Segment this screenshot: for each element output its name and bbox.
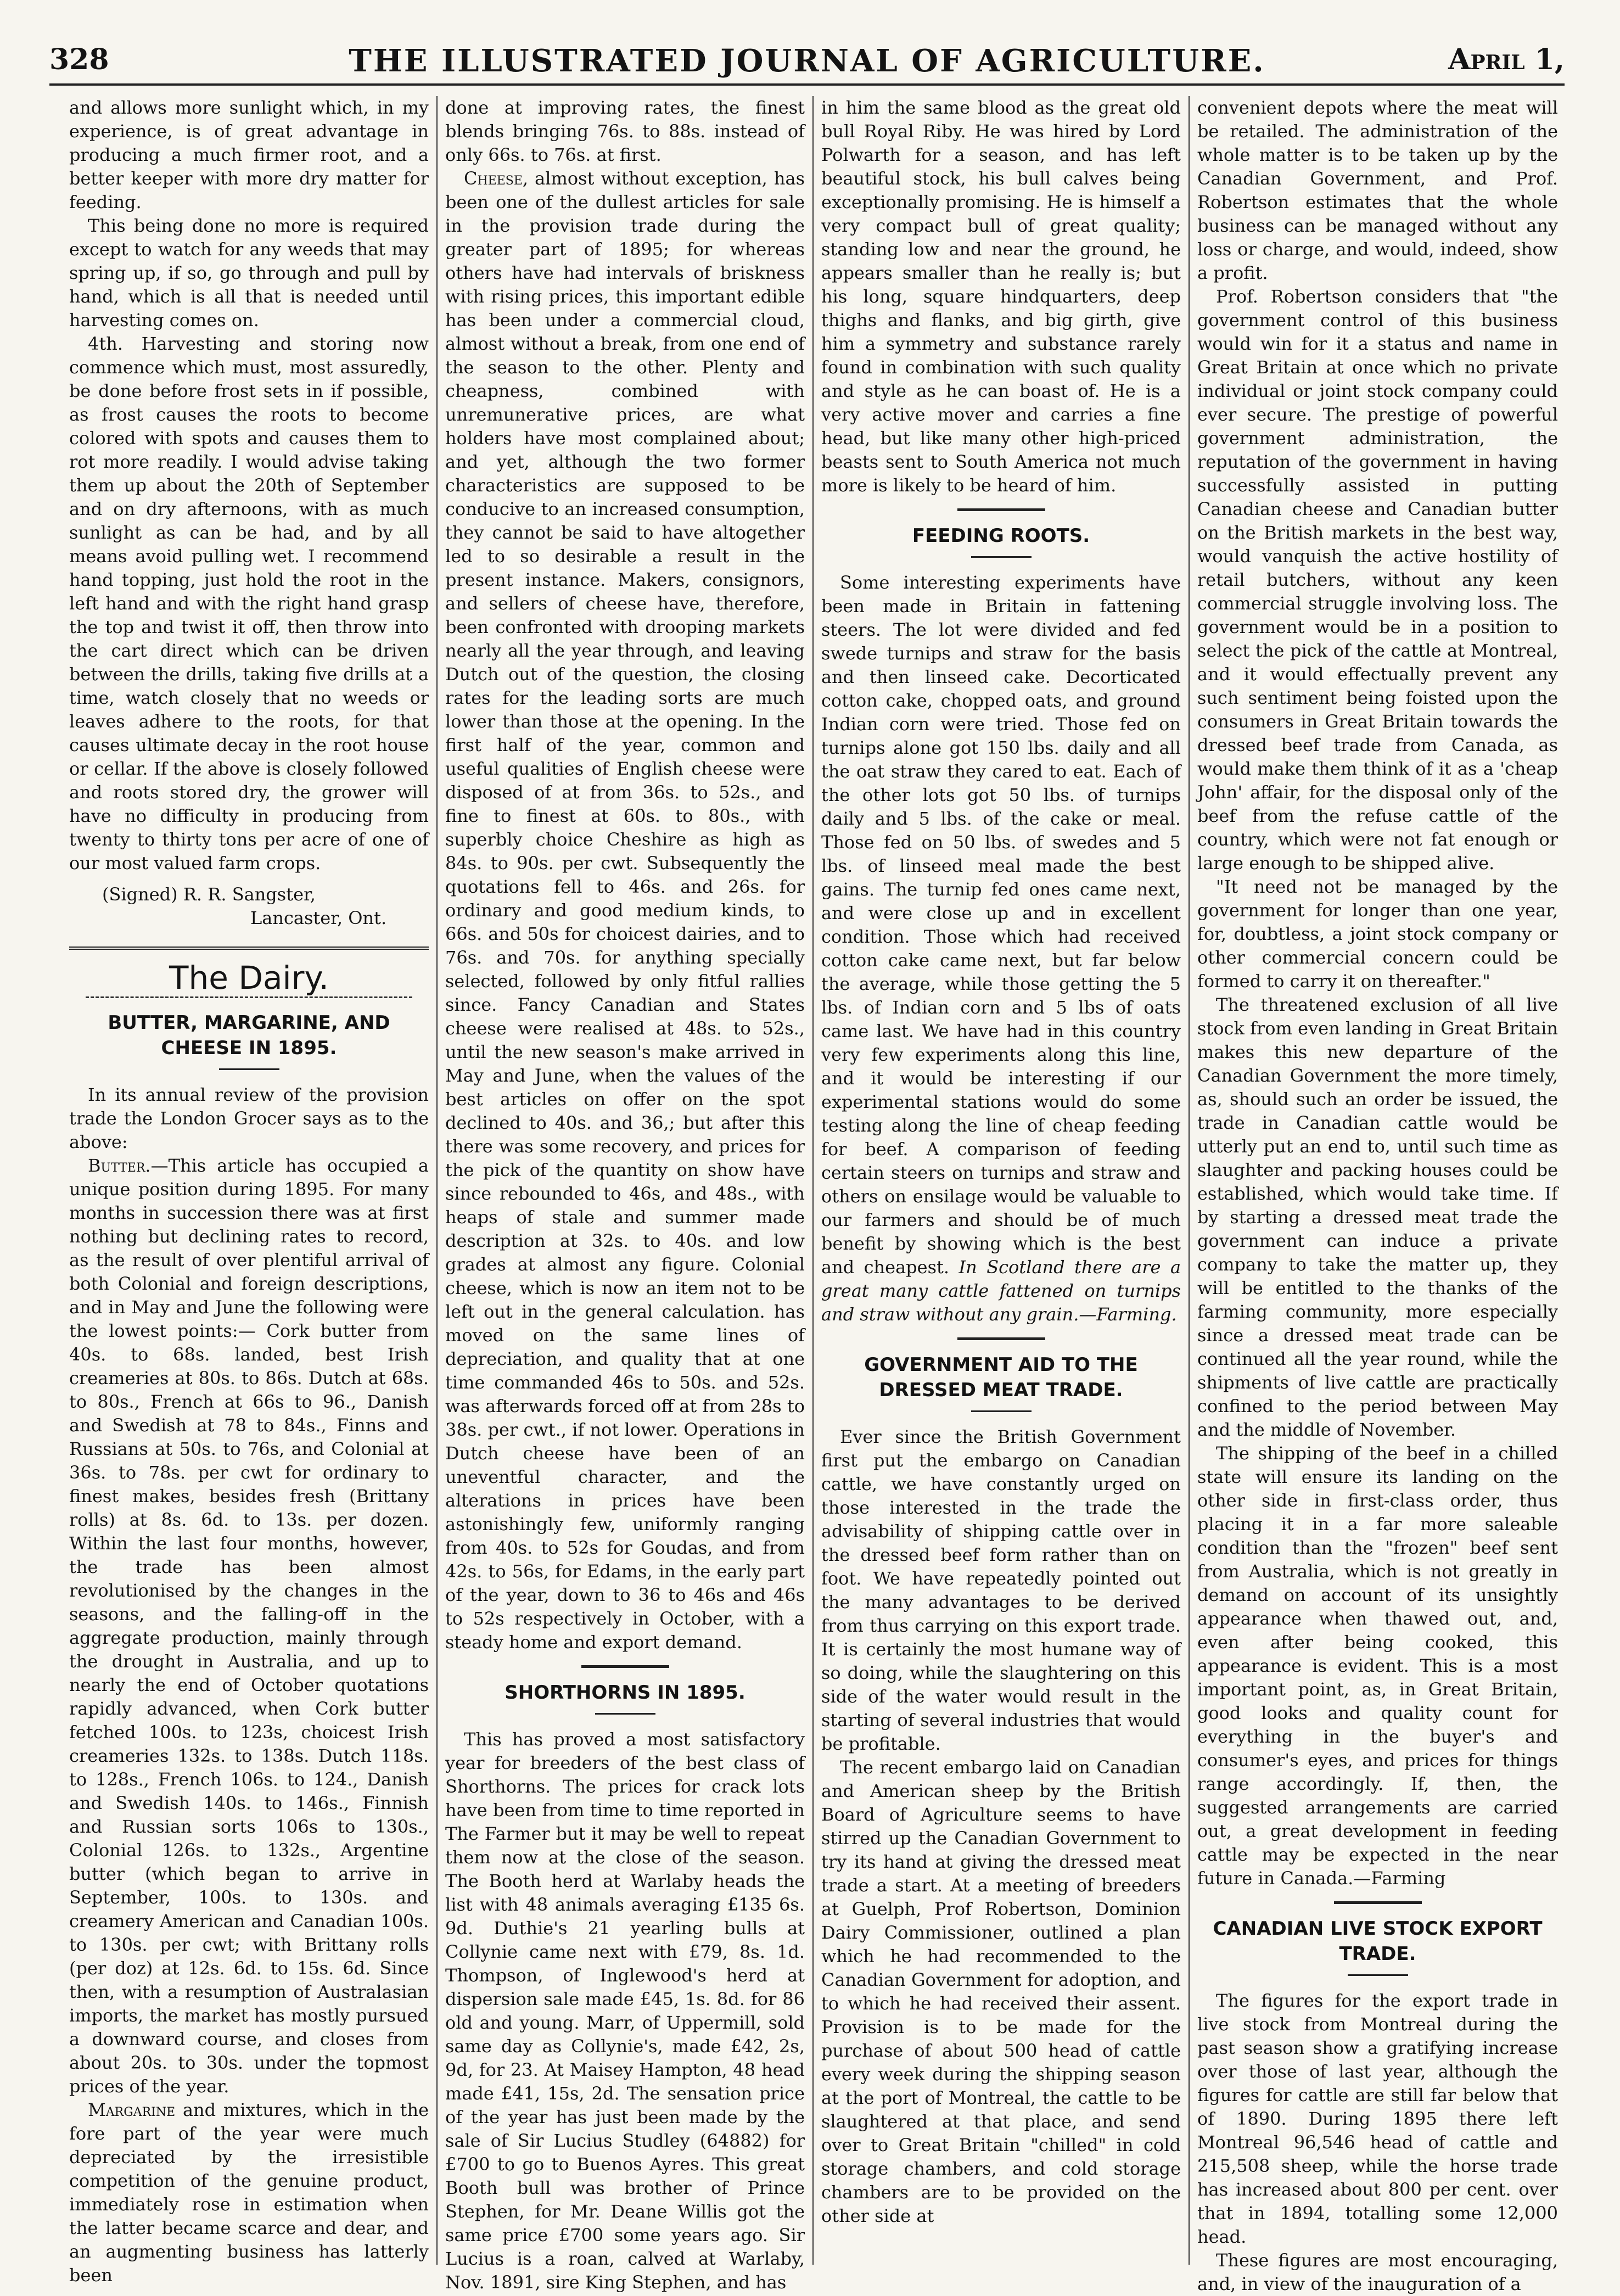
section-divider (957, 508, 1045, 511)
paragraph: This being done no more is required except to watch for any weeds that may spring up, if so, go through and pull by hand, which is all that is needed until harvesting comes on. (69, 215, 429, 331)
title-rule (971, 1410, 1032, 1412)
paragraph: Ever since the British Government first put the embargo on Canadian cattle, we have constantly urged on those interested in the trade the advisability of shipping cattle over in the dressed beef form rather than on foot. We have repeatedly pointed out the many advantages to be derived from thus carrying on this export trade. It is certainly the most humane way of so doing, while the slaughtering on this side of the water would result in the starting of several industries that would be profitable. (821, 1426, 1181, 1754)
lead-word: Butter. (88, 1155, 151, 1176)
signature-place: Lancaster, Ont. (250, 908, 387, 928)
title-rule (1348, 1974, 1408, 1976)
section-divider (581, 1665, 669, 1668)
page-number: 328 (49, 43, 109, 76)
paragraph: and allows more sunlight which, in my experience, is of great advantage in producing a much firmer root, and a better keeper with more dry matter for feeding. (69, 97, 429, 212)
paragraph-text: —This article has occupied a unique position during 1895. For many months in succession there was at first nothing but declining rates to record, as the result of over plentiful arrival of both Colonial and foreign descriptions, and in May and June the following were the lowest points:— Cork butter from 40s. to 68s. landed, best Irish creameries at 80s. to 86s. Dutch at 68s. to 80s., French at 66s to 96., Danish and Swedish at 78 to 84s., Finns and Russians at 50s. to 76s, and Colonial at 36s. to 78s. per cwt for ordinary to finest makes, besides fresh (Brittany rolls) at 8s. 6d. to 13s. per dozen. Within the last four months, however, the trade has been almost revolutionised by the changes in the seasons, and the falling-off in the aggregate production, mainly through the drought in Australia, and up to nearly the end of October quotations rapidly advanced, when Cork butter fetched 100s. to 123s, choicest Irish creameries 132s. to 138s. Dutch 118s. to 128s., French 106s. to 124., Danish and Swedish 140s. to 146s., Finnish and Russian sorts 106s to 130s., Colonial 126s. to 132s., Argentine butter (which began to arrive in September, 100s. to 130s. and creamery American and Canadian 100s. to 130s. per cwt; with Brittany rolls (per doz) at 12s. 6d. to 15s. 6d. Since then, with a resumption of Australasian imports, the market has mostly pursued a downward course, and closes from about 20s. to 30s. under the topmost prices of the year. (69, 1155, 429, 2097)
lead-word: Margarine (88, 2099, 176, 2120)
paragraph: The shipping of the beef in a chilled state will ensure its landing on the other side in first-class order, thus placing it in a far more saleable condition than the "frozen" beef sent from Australia, which is not greatly in demand on account of its unsightly appearance when thawed out, and, even after being cooked, this appearance is evident. This is a most important point, as, in Great Britain, good looks and quality count for everything in the buyer's and consumer's eyes, and prices for things range accordingly. If, then, the suggested arrangements are carried out, a great development in feeding cattle may be expected in the near future in Canada.—Farming (1197, 1443, 1558, 1889)
italic-text: In Scotland there are a great many cattle fattened on turnips and straw without any grain.—Farming. (821, 1257, 1181, 1325)
column-4 (1190, 96, 1566, 2294)
text-columns (61, 96, 1566, 2294)
paragraph (69, 1154, 429, 2098)
paragraph: In its annual review of the provision trade the London Grocer says as to the above: (69, 1084, 429, 1152)
section-title: The Dairy. (169, 959, 329, 996)
journal-title: THE ILLUSTRATED JOURNAL OF AGRICULTURE. (349, 43, 1265, 79)
title-rule (595, 1713, 655, 1715)
column-2 (438, 96, 814, 2293)
article-title: GOVERNMENT AID TO THE DRESSED MEAT TRADE. (864, 1354, 1138, 1401)
dashed-divider (86, 996, 412, 998)
paragraph: These figures are most encouraging, and, in view of the inauguration of a (1197, 2250, 1558, 2294)
column-3 (814, 96, 1190, 2265)
paragraph: 4th. Harvesting and storing now commence which must, most assuredly, be done before frost sets in if possible, as frost causes the roots to become colored with spots and causes them to rot more readily. I would advise taking them up about the 20th of September and on dry afternoons, with as much sunlight as can be had, and by all means avoid pulling wet. I recommend hand topping, just hold the root in the left hand and with the right hand grasp the top and twist it off, then throw into the cart direct which can be driven between the drills, taking five drills at a time, watch closely that no weeds or leaves adhere to the roots, for that causes ultimate decay in the root house or cellar. If the above is closely followed and roots stored dry, the grower will have no difficulty in producing from twenty to thirty tons per acre of one of our most valued farm crops. (69, 333, 429, 873)
paragraph: The figures for the export trade in live stock from Montreal during the past season show a gratifying increase over those of last year, although the figures for cattle are still far below that of 1890. During 1895 there left Montreal 96,546 head of cattle and 215,508 sheep, while the horse trade has increased about 800 per cent. over that in 1894, totalling some 12,000 head. (1197, 1990, 1558, 2247)
page-header (49, 40, 1565, 86)
article-title: CANADIAN LIVE STOCK EXPORT TRADE. (1213, 1918, 1543, 1965)
paragraph (821, 571, 1181, 1326)
article-title: SHORTHORNS IN 1895. (505, 1682, 745, 1704)
paragraph: done at improving rates, the finest blends bringing 76s. to 88s. instead of only 66s. to 76s. at first. (445, 97, 805, 165)
paragraph-text: Some interesting experiments have been made in Britain in fattening steers. The lot were divided and fed swede turnips and straw for the basis and then linseed cake. Decorticated cotton cake, chopped oats, and ground Indian corn were tried. Those fed on turnips alone got 150 lbs. daily and all the oat straw they cared to eat. Each of the other lots got 50 lbs. of turnips daily and 5 lbs. of the cake or meal. Those fed on 50 lbs. of swedes and 5 lbs. of linseed meal made the best gains. The turnip fed ones came next, and were close up and in excellent condition. Those which had received cotton cake came next, but far below the average, while those getting the 5 lbs. of Indian corn and 5 lbs of oats came last. We have had in this country very few experiments along this line, and it would be interesting if our experimental stations would do some testing along the line of cheap feeding for beef. A comparison of feeding certain steers on turnips and straw and others on ensilage would be valuable to our farmers and should be of much benefit by showing which is the best and cheapest. (821, 572, 1181, 1278)
section-divider (69, 947, 429, 950)
column-1 (61, 96, 438, 2286)
article-title: FEEDING ROOTS. (912, 525, 1090, 547)
paragraph (445, 167, 805, 1654)
paragraph-text: almost without exception, has been one of the dullest articles for sale in the provision trade during the greater part of 1895; for whereas others have had intervals of briskness with rising prices, this important edible has been under a commercial cloud, almost without a break, from one end of the season to the other. Plenty and cheapness, combined with unremunerative prices, are what holders have most complained about; and yet, although the two former characteristics are supposed to be conducive to an increased consumption, they cannot be said to have altogether led to so desirable a result in the present instance. Makers, consignors, and sellers of cheese have, therefore, been confronted with drooping markets nearly all the year through, and leaving Dutch out of the question, the closing rates for the leading sorts are much lower than those at the opening. In the first half of the year, common and useful qualities of English cheese were disposed of at from 36s. to 52s., and fine to finest at 60s. to 80s., with superbly choice Cheshire as high as 84s. to 90s. per cwt. Subsequently the quotations fell to 46s. and 26s. for ordinary and good medium kinds, to 66s. and 50s for choicest dairies, and to 76s. and 70s. for anything specially selected, followed by only fitful rallies since. Fancy Canadian and States cheese were realised at 48s. to 52s., until the new season's make arrived in May and June, when the values of the best articles on offer on the spot declined to 40s. and 36,; but after this there was some recovery, and prices for the pick of the quantity on show have since rebounded to 46s, and 48s., with heaps of stale and summer made description at 32s. to 40s. and low grades at almost any figure. Colonial cheese, which is now an item not to be left out in the general calculation. has moved on the same lines of depreciation, and quality that at one time commanded 46s to 50s. and 52s. was afterwards forced off at from 28s to 38s. per cwt., if not lower. Operations in Dutch cheese have been of an uneventful character, and the alterations in prices have been astonishingly few, uniformly ranging from 40s. to 52s for Goudas, and from 42s. to 56s, for Edams, in the early part of the year, down to 36 to 46s and 46s to 52s respectively in October, with a steady home and export demand. (445, 168, 805, 1653)
section-divider (1334, 1901, 1422, 1904)
signature: (Signed) R. R. Sangster, (102, 884, 316, 905)
section-divider (957, 1337, 1045, 1340)
paragraph: Prof. Robertson considers that "the government control of this business would win for it a status and name in Great Britain at once which no private individual or joint stock company could ever secure. The prestige of powerful government administration, the reputation of the government in having successfully assisted in putting Canadian cheese and Canadian butter on the British markets in the best way, would vanquish the active hostility of retail butchers, without any keen commercial struggle involving loss. The government would be in a position to select the pick of the cattle at Montreal, and it would effectually prevent any such sentiment being foisted upon the consumers in Great Britain towards the dressed beef trade from Canada, as would make them think of it as a 'cheap John' affair, for the disposal only of the beef from the refuse cattle of the country, which were not fat enough or large enough to be shipped alive. (1197, 286, 1558, 873)
paragraph: in him the same blood as the great old bull Royal Riby. He was hired by Lord Polwarth for a season, and has left beautiful stock, his bull calves being exceptionally promising. He is himself a very compact bull of great quality; standing low and near the ground, he appears smaller than he really is; but his long, square hindquarters, deep thighs and flanks, and big girth, give him a symmetry and substance rarely found in combination with such quality and style as he can boast of. He is a very active mover and carries a fine head, but like many other high-priced beasts sent to South America not much more is likely to be heard of him. (821, 97, 1181, 496)
issue-date: April 1, (1448, 43, 1565, 76)
lead-word: Cheese, (464, 168, 529, 189)
title-rule (219, 1068, 279, 1070)
paragraph (69, 2098, 429, 2287)
paragraph: The threatened exclusion of all live stock from even landing in Great Britain makes this new departure of the Canadian Government the more timely, as, should such an order be issued, the trade in Canadian cattle would be utterly put an end to, until such time as slaughter and packing houses could be established, which would take time. If by starting a dressed meat trade the government can induce a private company to take the matter up, they will be entitled to the thanks of the farming community, more especially since a dressed meat trade can be continued all the year round, while the shipments of live cattle are practically confined to the period between May and the middle of November. (1197, 994, 1558, 1440)
paragraph: The recent embargo laid on Canadian and American sheep by the British Board of Agriculture seems to have stirred up the Canadian Government to try its hand at giving the dressed meat trade a start. At a meeting of breeders at Guelph, Prof Robertson, Dominion Dairy Commissioner, outlined a plan which he had recommended to the Canadian Government for adoption, and to which he had received their assent. Provision is to be made for the purchase of about 500 head of cattle every week during the shipping season at the port of Montreal, the cattle to be slaughtered at that place, and send over to Great Britain "chilled" in cold storage chambers, and cold storage chambers are to be provided on the other side at (821, 1757, 1181, 2226)
paragraph: convenient depots where the meat will be retailed. The administration of the whole matter is to be taken up by the Canadian Government, and Prof. Robertson estimates that the whole business can be managed without any loss or charge, and would, indeed, show a profit. (1197, 97, 1558, 283)
paragraph: "It need not be managed by the government for longer than one year, for, doubtless, a joint stock company or other commercial concern could be formed to carry it on thereafter." (1197, 876, 1558, 992)
article-title: BUTTER, MARGARINE, AND CHEESE IN 1895. (108, 1012, 390, 1059)
paragraph-text: and mixtures, which in the fore part of the year were much depreciated by the irresistible competition of the genuine product, immediately rose in estimation when the latter became scarce and dear, and an augmenting business has latterly been (69, 2099, 429, 2286)
title-rule (971, 556, 1032, 558)
paragraph: This has proved a most satisfactory year for breeders of the best class of Shorthorns. The prices for crack lots have been from time to time reported in The Farmer but it may be well to repeat them now at the close of the season. The Booth herd at Warlaby heads the list with 48 animals averaging £135 6s. 9d. Duthie's 21 yearling bulls at Collynie came next with £79, 8s. 1d. Thompson, of Inglewood's herd at dispersion sale made £45, 1s. 8d. for 86 old and young. Marr, of Uppermill, sold same day as Collynie's, made £42, 2s, 9d, for 23. At Maisey Hampton, 48 head made £41, 15s, 2d. The sensation price of the year has just been made by the sale of Sir Lucius Studley (64882) for £700 to go to Buenos Ayres. This great Booth bull was brother of Prince Stephen, for Mr. Deane Willis got the same price £700 some years ago. Sir Lucius is a roan, calved at Warlaby, Nov. 1891, sire King Stephen, and has (445, 1729, 805, 2293)
